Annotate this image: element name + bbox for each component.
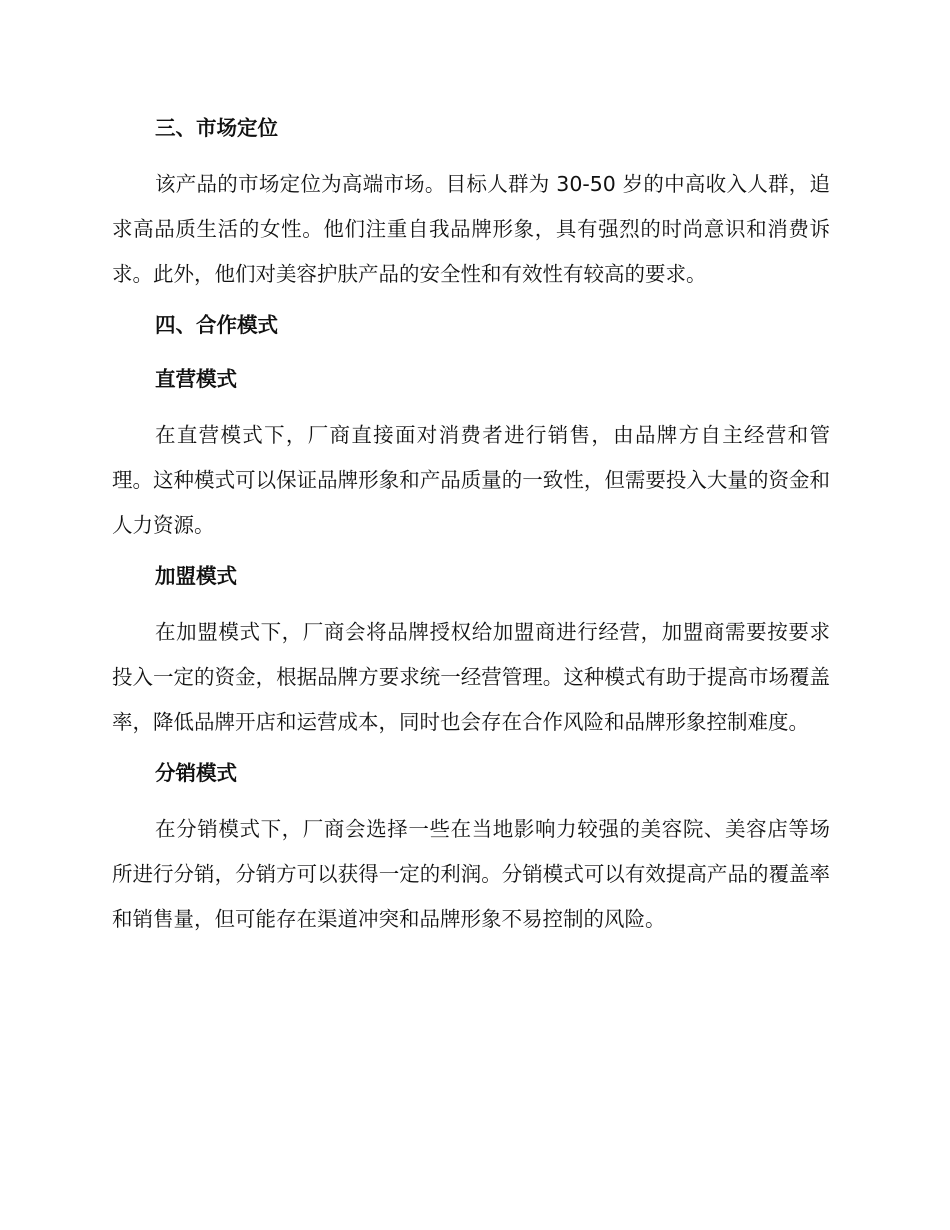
cooperation-model-heading: 四、合作模式 (155, 313, 278, 337)
direct-model-heading: 直营模式 (155, 367, 237, 391)
direct-model-paragraph: 在直营模式下，厂商直接面对消费者进行销售，由品牌方自主经营和管理。这种模式可以保证品牌形象和产品质量的一致性，但需要投入大量的资金和人力资源。 (112, 423, 830, 537)
franchise-model-paragraph: 在加盟模式下，厂商会将品牌授权给加盟商进行经营，加盟商需要按要求投入一定的资金，根据品牌方要求统一经营管理。这种模式有助于提高市场覆盖率，降低品牌开店和运营成本，同时也会存在合作风险和品牌形象控制难度。 (112, 620, 830, 734)
franchise-model-heading: 加盟模式 (155, 564, 237, 588)
distribution-model-paragraph: 在分销模式下，厂商会选择一些在当地影响力较强的美容院、美容店等场所进行分销，分销方可以获得一定的利润。分销模式可以有效提高产品的覆盖率和销售量，但可能存在渠道冲突和品牌形象不易控制的风险。 (112, 817, 830, 931)
document-page (112, 108, 830, 942)
distribution-model-heading: 分销模式 (155, 761, 237, 785)
market-position-heading: 三、市场定位 (155, 116, 278, 140)
market-position-paragraph: 该产品的市场定位为高端市场。目标人群为 30-50 岁的中高收入人群，追求高品质生活的女性。他们注重自我品牌形象，具有强烈的时尚意识和消费诉求。此外，他们对美容护肤产品的安全性和有效性有较高的要求。 (112, 172, 830, 286)
